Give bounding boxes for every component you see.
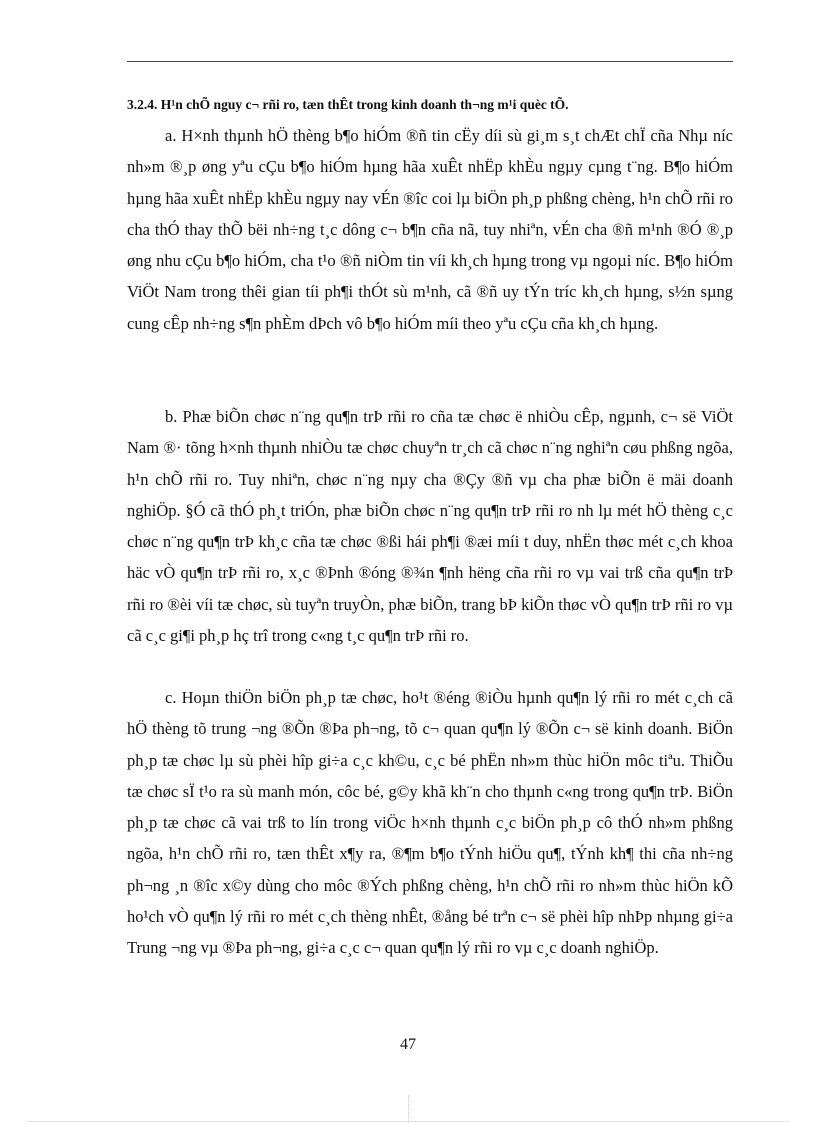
section-heading: 3.2.4. H¹n chÕ nguy c¬ rñi ro, tæn thÊt trong kinh doanh th¬ng m¹i quèc tÕ. — [127, 97, 569, 112]
header-rule — [127, 61, 733, 62]
page-boundary-line — [28, 1121, 788, 1122]
page-boundary-marker — [408, 1095, 409, 1123]
page-number: 47 — [400, 1036, 416, 1053]
paragraph-a: a. H×nh thµnh hÖ thèng b¶o hiÓm ®ñ tin cËy díi sù gi¸m s¸t chÆt chÏ cña Nhµ níc nh»m ®¸p øng yªu cÇu b¶o hiÓm hµng hãa xuÊt nhËp khÈu ngµy cµng t¨ng. B¶o hiÓm hµng hãa xuÊt nhËp khÈu ngµy nay vÉn ®îc coi lµ biÖn ph¸p phßng chèng, h¹n chÕ rñi ro cha thÓ thay thÕ bëi nh÷ng t¸c dông c¬ b¶n cña nã, tuy nhiªn, vÉn cha ®ñ m¹nh ®Ó ®¸p øng nhu cÇu b¶o hiÓm, cha t¹o ®ñ niÒm tin víi kh¸ch hµng trong vµ ngoµi níc. B¶o hiÓm ViÖt Nam trong thêi gian tíi ph¶i thÓt sù m¹nh, cã ®ñ uy tÝn tríc kh¸ch hµng, s½n sµng cung cÊp nh÷ng s¶n phÈm dÞch vô b¶o hiÓm míi theo yªu cÇu cña kh¸ch hµng. — [127, 126, 733, 333]
paragraph-b: b. Phæ biÕn chøc n¨ng qu¶n trÞ rñi ro cña tæ chøc ë nhiÒu cÊp, ngµnh, c¬ së ViÖt Nam ®· tõng h×nh thµnh nhiÒu tæ chøc chuyªn tr¸ch cã chøc n¨ng nghiªn cøu phßng ngõa, h¹n chÕ rñi ro. Tuy nhiªn, chøc n¨ng nµy cha ®Çy ®ñ vµ cha phæ biÕn ë mäi doanh nghiÖp. §Ó cã thÓ ph¸t triÓn, phæ biÕn chøc n¨ng qu¶n trÞ rñi ro nh lµ mét hÖ thèng c¸c chøc n¨ng qu¶n trÞ kh¸c cña tæ chøc ®ßi hái ph¶i ®æi míi t duy, nhËn thøc mét c¸ch khoa häc vÒ qu¶n trÞ rñi ro, x¸c ®Þnh ®óng ®¾n ¶nh hëng cña rñi ro vµ vai trß cña qu¶n trÞ rñi ro ®èi víi tæ chøc, sù tuyªn truyÒn, phæ biÕn, trang bÞ kiÕn thøc vÒ qu¶n trÞ rñi ro vµ cã c¸c gi¶i ph¸p hç trî trong c«ng t¸c qu¶n trÞ rñi ro. — [127, 407, 733, 646]
paragraph-c: c. Hoµn thiÖn biÖn ph¸p tæ chøc, ho¹t ®éng ®iÒu hµnh qu¶n lý rñi ro mét c¸ch cã hÖ thèng tõ trung ¬ng ®Õn ®Þa ph¬ng, tõ c¬ quan qu¶n lý ®Õn c¬ së kinh doanh. BiÖn ph¸p tæ chøc lµ sù phèi hîp gi÷a c¸c kh©u, c¸c bé phËn nh»m thùc hiÖn môc tiªu. ThiÕu tæ chøc sÏ t¹o ra sù manh món, côc bé, g©y khã kh¨n cho thµnh c«ng trong qu¶n trÞ. BiÖn ph¸p tæ chøc cã vai trß to lín trong viÖc h×nh thµnh c¸c biÖn ph¸p cô thÓ nh»m phßng ngõa, h¹n chÕ rñi ro, tæn thÊt x¶y ra, ®¶m b¶o tÝnh hiÖu qu¶, tÝnh kh¶ thi cña nh÷ng ph¬ng ¸n ®îc x©y dùng cho môc ®Ých phßng chèng, h¹n chÕ rñi ro nh»m thùc hiÖn kÕ ho¹ch vÒ qu¶n lý rñi ro mét c¸ch thèng nhÊt, ®ång bé trªn c¬ së phèi hîp nhÞp nhµng gi÷a Trung ¬ng vµ ®Þa ph¬ng, gi÷a c¸c c¬ quan qu¶n lý rñi ro vµ c¸c doanh nghiÖp. — [127, 688, 733, 958]
